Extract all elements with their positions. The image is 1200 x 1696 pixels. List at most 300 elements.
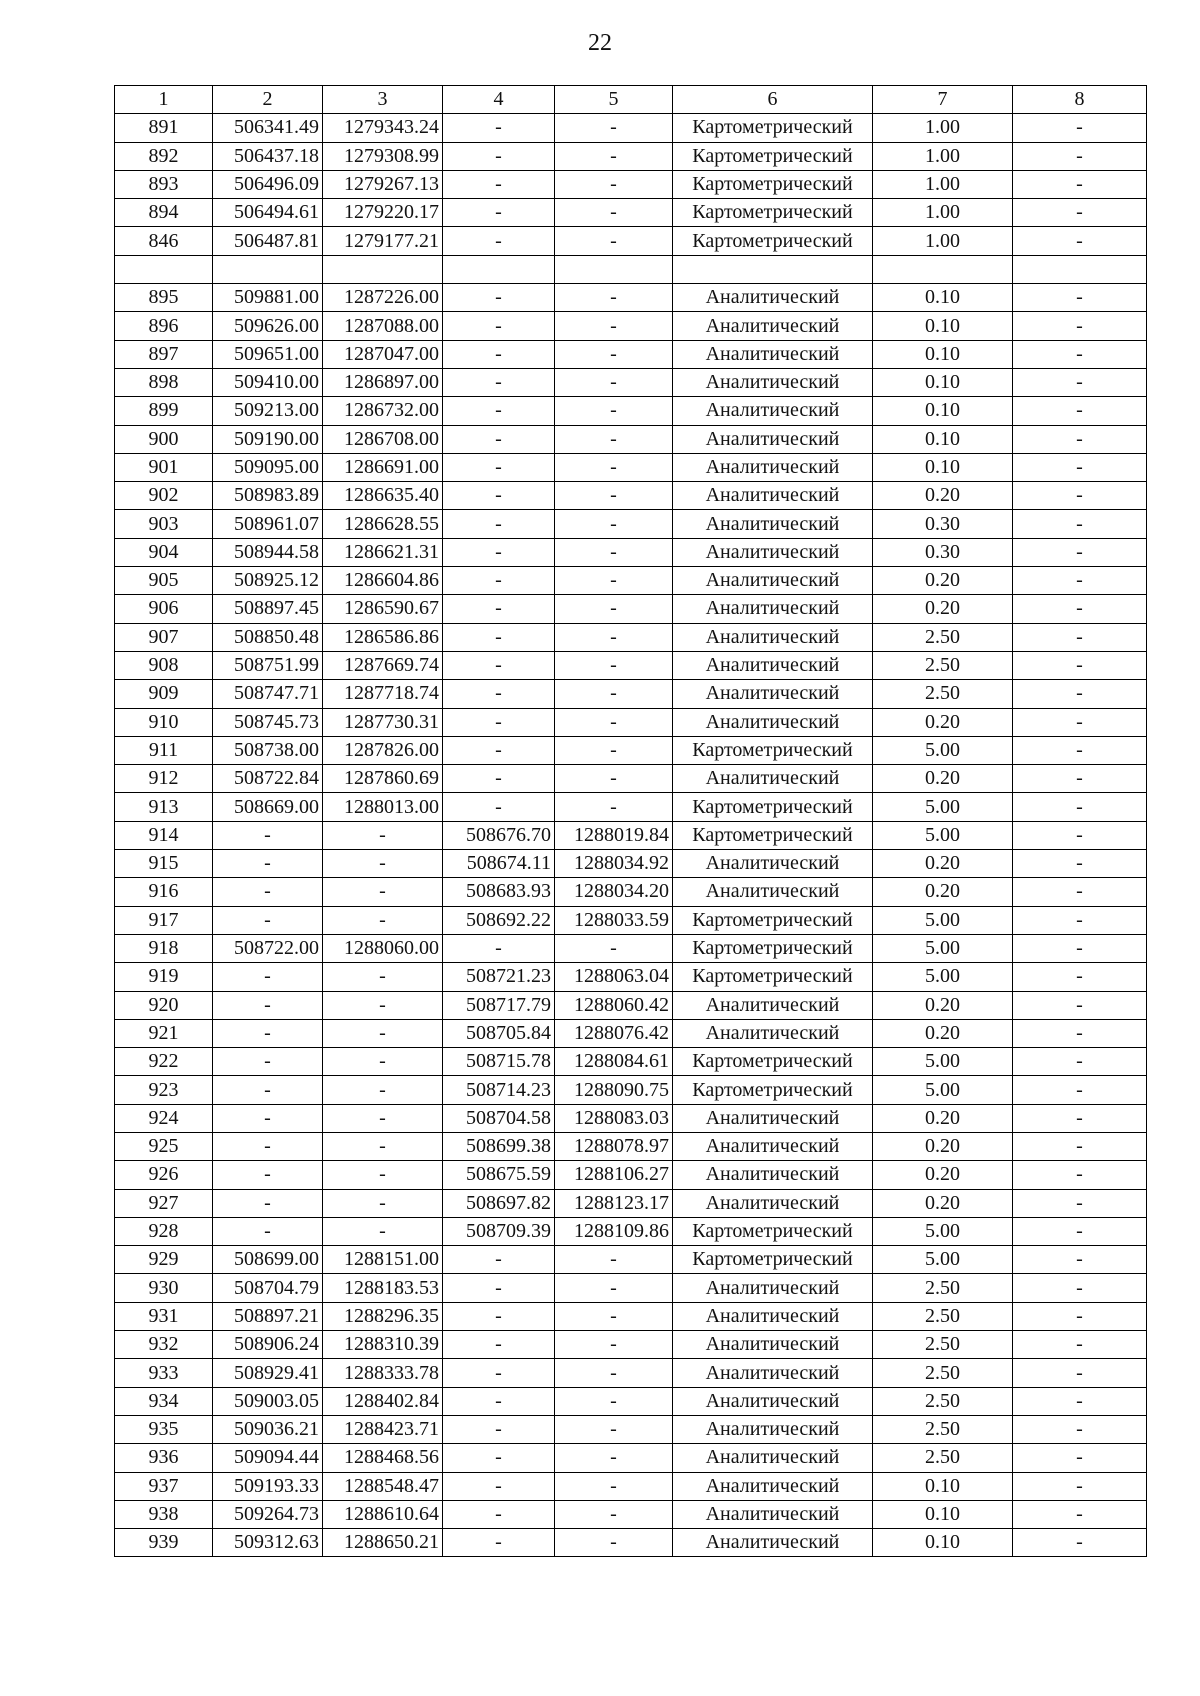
y-coordinate-cell: 1279220.17 [323,199,443,227]
column-header: 6 [673,86,873,114]
y-coordinate-cell: 1287826.00 [323,736,443,764]
table-row [115,227,1147,255]
column-header: 5 [555,86,673,114]
note-cell: - [1013,1217,1147,1245]
point-number-cell: 921 [115,1019,213,1047]
point-number-cell: 907 [115,623,213,651]
y-coordinate-cell: 1288468.56 [323,1444,443,1472]
note-cell: - [1013,991,1147,1019]
column-header: 1 [115,86,213,114]
method-cell: Аналитический [673,1104,873,1132]
method-cell: Картометрический [673,821,873,849]
y-coordinate-alt-cell: - [555,1415,673,1443]
x-coordinate-alt-cell: 508717.79 [443,991,555,1019]
x-coordinate-cell: 506437.18 [213,142,323,170]
method-cell: Аналитический [673,651,873,679]
x-coordinate-cell: 508745.73 [213,708,323,736]
table-row [115,651,1147,679]
y-coordinate-cell: 1288013.00 [323,793,443,821]
y-coordinate-alt-cell: - [555,1387,673,1415]
note-cell: - [1013,1161,1147,1189]
table-row [115,878,1147,906]
accuracy-cell: 0.20 [873,595,1013,623]
accuracy-cell: 1.00 [873,227,1013,255]
table-row [115,1132,1147,1160]
y-coordinate-alt-cell: - [555,934,673,962]
table-row [115,199,1147,227]
x-coordinate-alt-cell: - [443,1444,555,1472]
method-cell: Картометрический [673,1048,873,1076]
accuracy-cell: 0.10 [873,397,1013,425]
note-cell: - [1013,1472,1147,1500]
method-cell: Аналитический [673,1161,873,1189]
x-coordinate-cell: 508747.71 [213,680,323,708]
note-cell: - [1013,1246,1147,1274]
accuracy-cell: 5.00 [873,736,1013,764]
x-coordinate-alt-cell: - [443,1472,555,1500]
x-coordinate-cell: 509312.63 [213,1529,323,1557]
y-coordinate-cell: - [323,906,443,934]
x-coordinate-alt-cell: - [443,142,555,170]
accuracy-cell: 1.00 [873,199,1013,227]
table-row [115,312,1147,340]
x-coordinate-cell: - [213,1161,323,1189]
y-coordinate-cell: 1286604.86 [323,567,443,595]
table-row [115,934,1147,962]
accuracy-cell: 0.10 [873,453,1013,481]
table-row [115,284,1147,312]
method-cell: Аналитический [673,425,873,453]
accuracy-cell: 0.10 [873,368,1013,396]
method-cell: Аналитический [673,1274,873,1302]
x-coordinate-alt-cell: - [443,538,555,566]
method-cell: Аналитический [673,538,873,566]
point-number-cell: 906 [115,595,213,623]
x-coordinate-cell: 508850.48 [213,623,323,651]
note-cell: - [1013,1529,1147,1557]
x-coordinate-cell: - [213,878,323,906]
point-number-cell: 891 [115,114,213,142]
point-number-cell: 893 [115,170,213,198]
point-number-cell: 908 [115,651,213,679]
accuracy-cell: 0.20 [873,1104,1013,1132]
note-cell: - [1013,1359,1147,1387]
accuracy-cell: 0.10 [873,284,1013,312]
point-number-cell: 904 [115,538,213,566]
table-row [115,1472,1147,1500]
y-coordinate-cell: 1288333.78 [323,1359,443,1387]
x-coordinate-cell: 508751.99 [213,651,323,679]
x-coordinate-alt-cell: - [443,1415,555,1443]
note-cell: - [1013,1274,1147,1302]
table-row [115,255,1147,283]
point-number-cell: 927 [115,1189,213,1217]
table-row [115,906,1147,934]
x-coordinate-cell: - [213,1132,323,1160]
table-row [115,821,1147,849]
y-coordinate-cell [323,255,443,283]
x-coordinate-cell: 508906.24 [213,1331,323,1359]
y-coordinate-cell: - [323,1161,443,1189]
y-coordinate-cell: 1288151.00 [323,1246,443,1274]
x-coordinate-alt-cell: - [443,680,555,708]
x-coordinate-cell: 508699.00 [213,1246,323,1274]
table-row [115,1189,1147,1217]
method-cell: Аналитический [673,284,873,312]
x-coordinate-alt-cell: - [443,482,555,510]
note-cell: - [1013,765,1147,793]
y-coordinate-alt-cell: 1288063.04 [555,963,673,991]
x-coordinate-alt-cell: - [443,1246,555,1274]
table-row [115,1529,1147,1557]
note-cell: - [1013,623,1147,651]
accuracy-cell: 2.50 [873,680,1013,708]
x-coordinate-cell: 509881.00 [213,284,323,312]
method-cell: Аналитический [673,1189,873,1217]
accuracy-cell: 1.00 [873,170,1013,198]
point-number-cell: 913 [115,793,213,821]
note-cell: - [1013,1302,1147,1330]
note-cell: - [1013,821,1147,849]
point-number-cell: 896 [115,312,213,340]
x-coordinate-cell: - [213,850,323,878]
accuracy-cell: 5.00 [873,1048,1013,1076]
y-coordinate-cell: 1287047.00 [323,340,443,368]
y-coordinate-cell: 1286897.00 [323,368,443,396]
y-coordinate-cell: 1288650.21 [323,1529,443,1557]
y-coordinate-alt-cell: - [555,708,673,736]
y-coordinate-alt-cell: 1288083.03 [555,1104,673,1132]
note-cell: - [1013,878,1147,906]
accuracy-cell: 0.20 [873,708,1013,736]
accuracy-cell: 0.20 [873,482,1013,510]
accuracy-cell: 5.00 [873,963,1013,991]
accuracy-cell: 0.10 [873,425,1013,453]
y-coordinate-alt-cell: 1288090.75 [555,1076,673,1104]
point-number-cell: 894 [115,199,213,227]
y-coordinate-cell: 1287226.00 [323,284,443,312]
table-row [115,1359,1147,1387]
accuracy-cell: 0.20 [873,1132,1013,1160]
x-coordinate-alt-cell: - [443,284,555,312]
x-coordinate-alt-cell: - [443,623,555,651]
table-row [115,1444,1147,1472]
accuracy-cell: 0.20 [873,878,1013,906]
y-coordinate-alt-cell: - [555,284,673,312]
table-row [115,538,1147,566]
x-coordinate-alt-cell: 508715.78 [443,1048,555,1076]
x-coordinate-cell: - [213,1189,323,1217]
method-cell: Картометрический [673,906,873,934]
x-coordinate-alt-cell: 508709.39 [443,1217,555,1245]
y-coordinate-alt-cell: - [555,482,673,510]
x-coordinate-cell: 509651.00 [213,340,323,368]
y-coordinate-alt-cell: - [555,312,673,340]
table-row [115,595,1147,623]
table-row [115,1387,1147,1415]
table-row [115,482,1147,510]
y-coordinate-alt-cell: - [555,1444,673,1472]
point-number-cell: 932 [115,1331,213,1359]
y-coordinate-alt-cell: 1288106.27 [555,1161,673,1189]
method-cell: Аналитический [673,1500,873,1528]
note-cell: - [1013,595,1147,623]
method-cell: Картометрический [673,963,873,991]
y-coordinate-cell: 1286621.31 [323,538,443,566]
x-coordinate-alt-cell: - [443,312,555,340]
point-number-cell: 918 [115,934,213,962]
note-cell: - [1013,284,1147,312]
x-coordinate-alt-cell: - [443,651,555,679]
y-coordinate-cell: 1286635.40 [323,482,443,510]
accuracy-cell: 2.50 [873,1331,1013,1359]
table-row [115,1019,1147,1047]
table-row [115,453,1147,481]
method-cell: Аналитический [673,453,873,481]
point-number-cell: 936 [115,1444,213,1472]
point-number-cell: 910 [115,708,213,736]
method-cell: Аналитический [673,623,873,651]
y-coordinate-alt-cell: - [555,1500,673,1528]
method-cell: Картометрический [673,142,873,170]
point-number-cell: 897 [115,340,213,368]
point-number-cell [115,255,213,283]
accuracy-cell: 5.00 [873,1246,1013,1274]
x-coordinate-alt-cell: - [443,1359,555,1387]
x-coordinate-cell: 509193.33 [213,1472,323,1500]
x-coordinate-cell: 508704.79 [213,1274,323,1302]
accuracy-cell: 0.20 [873,765,1013,793]
y-coordinate-cell: 1287718.74 [323,680,443,708]
x-coordinate-cell: 508722.00 [213,934,323,962]
table-row [115,708,1147,736]
point-number-cell: 938 [115,1500,213,1528]
y-coordinate-cell: 1279267.13 [323,170,443,198]
x-coordinate-cell: - [213,991,323,1019]
point-number-cell: 914 [115,821,213,849]
x-coordinate-alt-cell: - [443,1529,555,1557]
accuracy-cell [873,255,1013,283]
y-coordinate-cell: 1286708.00 [323,425,443,453]
y-coordinate-alt-cell: - [555,765,673,793]
x-coordinate-cell: 506341.49 [213,114,323,142]
x-coordinate-cell: 509003.05 [213,1387,323,1415]
method-cell: Картометрический [673,793,873,821]
x-coordinate-cell: - [213,906,323,934]
table-row [115,1302,1147,1330]
y-coordinate-cell: - [323,1076,443,1104]
table-row [115,368,1147,396]
accuracy-cell: 2.50 [873,1415,1013,1443]
x-coordinate-alt-cell: 508683.93 [443,878,555,906]
note-cell: - [1013,1076,1147,1104]
point-number-cell: 915 [115,850,213,878]
y-coordinate-cell: 1286586.86 [323,623,443,651]
table-row [115,623,1147,651]
note-cell: - [1013,538,1147,566]
x-coordinate-alt-cell: - [443,567,555,595]
x-coordinate-cell: 509626.00 [213,312,323,340]
x-coordinate-alt-cell: 508721.23 [443,963,555,991]
y-coordinate-cell: - [323,1048,443,1076]
accuracy-cell: 5.00 [873,821,1013,849]
method-cell: Аналитический [673,850,873,878]
x-coordinate-cell: 508722.84 [213,765,323,793]
note-cell: - [1013,453,1147,481]
y-coordinate-cell: - [323,963,443,991]
y-coordinate-cell: 1288548.47 [323,1472,443,1500]
table-row [115,765,1147,793]
accuracy-cell: 2.50 [873,1302,1013,1330]
point-number-cell: 939 [115,1529,213,1557]
note-cell: - [1013,142,1147,170]
point-number-cell: 898 [115,368,213,396]
y-coordinate-alt-cell: 1288084.61 [555,1048,673,1076]
point-number-cell: 892 [115,142,213,170]
note-cell: - [1013,1019,1147,1047]
point-number-cell: 916 [115,878,213,906]
table-body [115,86,1147,1557]
accuracy-cell: 0.10 [873,1472,1013,1500]
y-coordinate-alt-cell: 1288078.97 [555,1132,673,1160]
table-row [115,567,1147,595]
accuracy-cell: 0.20 [873,991,1013,1019]
note-cell: - [1013,651,1147,679]
accuracy-cell: 2.50 [873,651,1013,679]
method-cell: Аналитический [673,878,873,906]
accuracy-cell: 5.00 [873,1217,1013,1245]
x-coordinate-alt-cell: 508699.38 [443,1132,555,1160]
x-coordinate-cell: - [213,1048,323,1076]
y-coordinate-cell: 1288610.64 [323,1500,443,1528]
table-row [115,1048,1147,1076]
method-cell: Аналитический [673,991,873,1019]
table-header-row [115,86,1147,114]
x-coordinate-alt-cell: - [443,227,555,255]
x-coordinate-alt-cell: - [443,340,555,368]
accuracy-cell: 0.10 [873,1529,1013,1557]
x-coordinate-alt-cell: - [443,453,555,481]
note-cell: - [1013,680,1147,708]
x-coordinate-alt-cell: - [443,793,555,821]
note-cell: - [1013,199,1147,227]
method-cell: Аналитический [673,368,873,396]
method-cell: Картометрический [673,934,873,962]
accuracy-cell: 1.00 [873,114,1013,142]
method-cell: Аналитический [673,567,873,595]
x-coordinate-alt-cell: - [443,708,555,736]
x-coordinate-alt-cell: 508692.22 [443,906,555,934]
method-cell: Аналитический [673,595,873,623]
y-coordinate-cell: 1286628.55 [323,510,443,538]
x-coordinate-alt-cell: - [443,114,555,142]
method-cell: Аналитический [673,312,873,340]
method-cell: Аналитический [673,765,873,793]
method-cell: Аналитический [673,1132,873,1160]
point-number-cell: 912 [115,765,213,793]
y-coordinate-cell: 1286590.67 [323,595,443,623]
x-coordinate-cell: 508738.00 [213,736,323,764]
y-coordinate-alt-cell: - [555,538,673,566]
table-row [115,1076,1147,1104]
column-header: 3 [323,86,443,114]
method-cell: Картометрический [673,227,873,255]
y-coordinate-cell: - [323,821,443,849]
x-coordinate-alt-cell: - [443,595,555,623]
note-cell: - [1013,368,1147,396]
table-row [115,680,1147,708]
note-cell: - [1013,850,1147,878]
x-coordinate-alt-cell: - [443,1500,555,1528]
table-row [115,425,1147,453]
point-number-cell: 899 [115,397,213,425]
note-cell: - [1013,567,1147,595]
y-coordinate-alt-cell: - [555,340,673,368]
y-coordinate-cell: - [323,1132,443,1160]
y-coordinate-alt-cell: 1288076.42 [555,1019,673,1047]
x-coordinate-alt-cell: 508674.11 [443,850,555,878]
accuracy-cell: 2.50 [873,1444,1013,1472]
accuracy-cell: 5.00 [873,1076,1013,1104]
point-number-cell: 935 [115,1415,213,1443]
accuracy-cell: 5.00 [873,906,1013,934]
accuracy-cell: 2.50 [873,1359,1013,1387]
table-row [115,1246,1147,1274]
point-number-cell: 926 [115,1161,213,1189]
table-row [115,850,1147,878]
method-cell [673,255,873,283]
x-coordinate-cell: - [213,1019,323,1047]
column-header: 4 [443,86,555,114]
x-coordinate-alt-cell: - [443,199,555,227]
x-coordinate-alt-cell: 508676.70 [443,821,555,849]
y-coordinate-cell: 1288423.71 [323,1415,443,1443]
y-coordinate-cell: 1288310.39 [323,1331,443,1359]
y-coordinate-alt-cell: 1288109.86 [555,1217,673,1245]
note-cell: - [1013,510,1147,538]
note-cell: - [1013,1048,1147,1076]
y-coordinate-alt-cell: - [555,793,673,821]
note-cell: - [1013,1189,1147,1217]
point-number-cell: 920 [115,991,213,1019]
y-coordinate-alt-cell: - [555,510,673,538]
y-coordinate-cell: - [323,850,443,878]
table-row [115,963,1147,991]
y-coordinate-cell: - [323,1104,443,1132]
x-coordinate-alt-cell: 508704.58 [443,1104,555,1132]
table-row [115,170,1147,198]
x-coordinate-cell: 508929.41 [213,1359,323,1387]
x-coordinate-alt-cell: - [443,1387,555,1415]
x-coordinate-alt-cell: - [443,1331,555,1359]
note-cell: - [1013,1444,1147,1472]
point-number-cell: 902 [115,482,213,510]
note-cell: - [1013,170,1147,198]
y-coordinate-cell: 1288402.84 [323,1387,443,1415]
point-number-cell: 895 [115,284,213,312]
y-coordinate-alt-cell: - [555,170,673,198]
y-coordinate-alt-cell: - [555,1331,673,1359]
y-coordinate-alt-cell: - [555,453,673,481]
x-coordinate-cell [213,255,323,283]
x-coordinate-cell: - [213,1104,323,1132]
y-coordinate-cell: 1279308.99 [323,142,443,170]
point-number-cell: 937 [115,1472,213,1500]
method-cell: Аналитический [673,397,873,425]
y-coordinate-cell: - [323,1217,443,1245]
accuracy-cell: 0.20 [873,567,1013,595]
accuracy-cell: 0.30 [873,510,1013,538]
